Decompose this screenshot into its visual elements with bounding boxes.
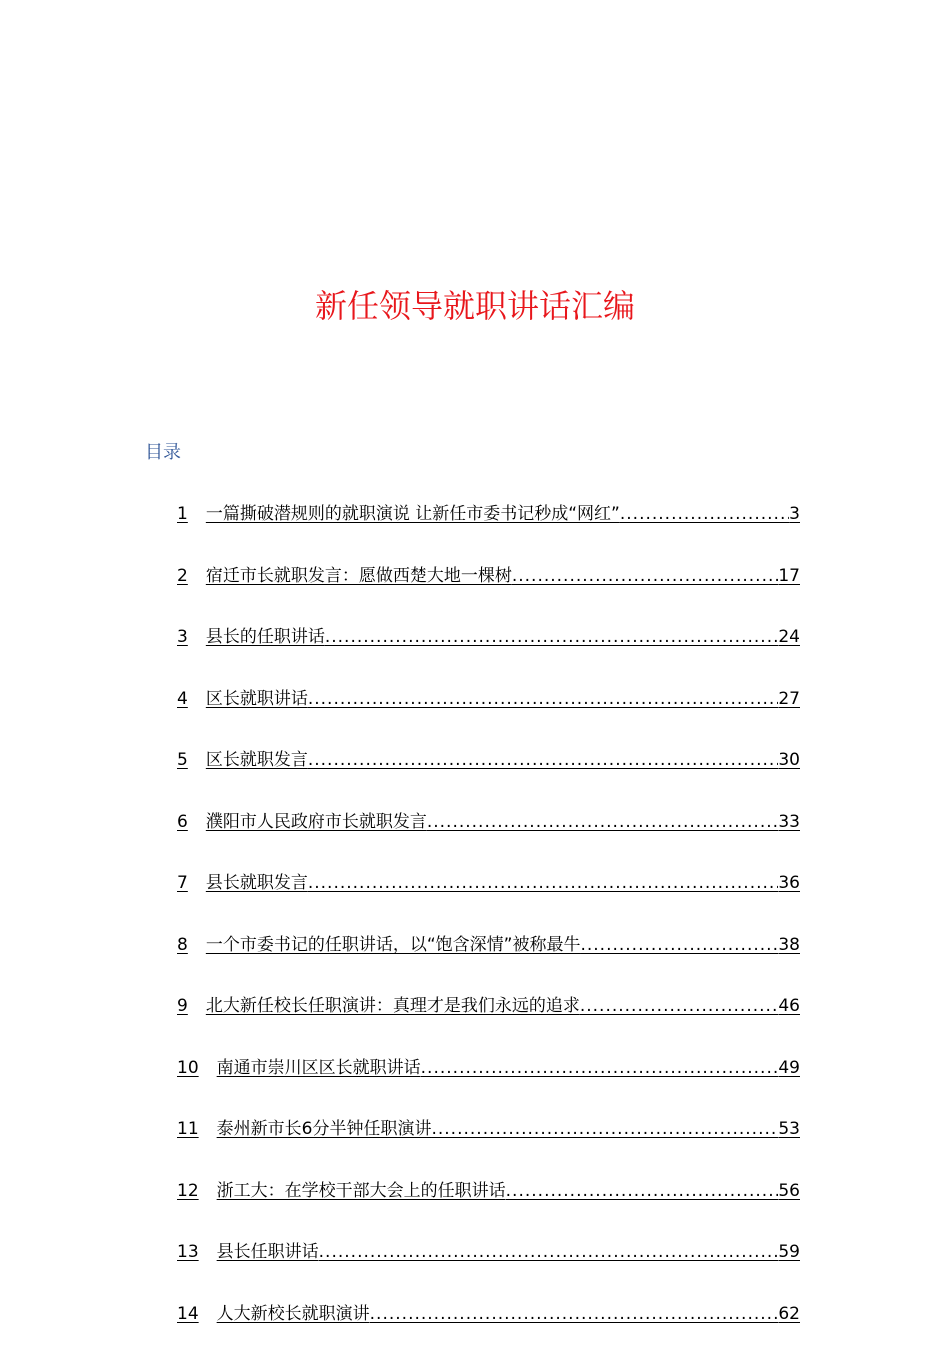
toc-entry-title: 北大新任校长任职演讲：真理才是我们永远的追求 (206, 992, 580, 1020)
document-title: 新任领导就职讲话汇编 (0, 282, 950, 330)
toc-entry-page: 49 (778, 1054, 800, 1082)
toc-entry-page: 53 (778, 1115, 800, 1143)
toc-entry[interactable] (177, 931, 800, 993)
toc-entry-page: 17 (778, 562, 800, 590)
toc-entry-page: 38 (778, 931, 800, 959)
toc-dot-leader (325, 623, 779, 651)
toc-entry-page: 36 (778, 869, 800, 897)
toc-entry-number: 13 (177, 1238, 199, 1266)
toc-entry-number: 11 (177, 1115, 199, 1143)
toc-entry-title: 宿迁市长就职发言：愿做西楚大地一棵树 (206, 562, 512, 590)
toc-entry-number: 10 (177, 1054, 199, 1082)
toc-entry[interactable] (177, 1300, 800, 1361)
toc-dot-leader (308, 869, 779, 897)
toc-entry-page: 46 (778, 992, 800, 1020)
toc-entry-title: 人大新校长就职演讲 (217, 1300, 370, 1328)
toc-dot-leader (308, 685, 779, 713)
toc-dot-leader (421, 1054, 779, 1082)
toc-entry-page: 33 (778, 808, 800, 836)
toc-entry[interactable] (177, 685, 800, 747)
toc-entry-number: 14 (177, 1300, 199, 1328)
toc-entry[interactable] (177, 1115, 800, 1177)
toc-entry-number: 3 (177, 623, 188, 651)
toc-entry-title: 一篇撕破潜规则的就职演说 让新任市委书记秒成“网红” (206, 500, 620, 528)
toc-entry-title: 县长的任职讲话 (206, 623, 325, 651)
toc-dot-leader (580, 931, 778, 959)
toc-entry-title: 浙工大：在学校干部大会上的任职讲话 (217, 1177, 506, 1205)
toc-entry-title: 区长就职发言 (206, 746, 308, 774)
toc-entry[interactable] (177, 500, 800, 562)
toc-entry[interactable] (177, 869, 800, 931)
toc-entry-number: 1 (177, 500, 188, 528)
toc-entry-title: 一个市委书记的任职讲话，以“饱含深情”被称最牛 (206, 931, 581, 959)
toc-entry-number: 9 (177, 992, 188, 1020)
toc-entry-title: 县长任职讲话 (217, 1238, 319, 1266)
toc-entry[interactable] (177, 1177, 800, 1239)
toc-entry-title: 县长就职发言 (206, 869, 308, 897)
toc-entry-title: 南通市崇川区区长就职讲话 (217, 1054, 421, 1082)
toc-dot-leader (319, 1238, 779, 1266)
toc-entry-page: 24 (778, 623, 800, 651)
toc-dot-leader (506, 1177, 779, 1205)
toc-entry-title: 泰州新市长6分半钟任职演讲 (217, 1115, 432, 1143)
toc-dot-leader (620, 500, 789, 528)
toc-entry-number: 4 (177, 685, 188, 713)
toc-dot-leader (427, 808, 779, 836)
toc-entry-number: 2 (177, 562, 188, 590)
toc-entry-title: 区长就职讲话 (206, 685, 308, 713)
toc-dot-leader (431, 1115, 778, 1143)
toc-entry-page: 30 (778, 746, 800, 774)
toc-entry[interactable] (177, 808, 800, 870)
toc-entry-number: 5 (177, 746, 188, 774)
toc-entry[interactable] (177, 992, 800, 1054)
toc-entry[interactable] (177, 562, 800, 624)
toc-entry-page: 62 (778, 1300, 800, 1328)
toc-entry-title: 濮阳市人民政府市长就职发言 (206, 808, 427, 836)
toc-entry-page: 3 (789, 500, 800, 528)
toc-entry-page: 59 (778, 1238, 800, 1266)
toc-entry-number: 6 (177, 808, 188, 836)
toc-entry-number: 7 (177, 869, 188, 897)
toc-dot-leader (370, 1300, 779, 1328)
toc-dot-leader (580, 992, 779, 1020)
toc-dot-leader (308, 746, 779, 774)
toc-entry[interactable] (177, 1238, 800, 1300)
toc-entry-page: 56 (778, 1177, 800, 1205)
toc-entry[interactable] (177, 623, 800, 685)
toc-entry-number: 12 (177, 1177, 199, 1205)
toc-entry-page: 27 (778, 685, 800, 713)
toc-dot-leader (512, 562, 779, 590)
toc-entry[interactable] (177, 1054, 800, 1116)
toc-heading: 目录 (145, 440, 181, 466)
toc-entry[interactable] (177, 746, 800, 808)
table-of-contents (177, 500, 800, 1361)
toc-entry-number: 8 (177, 931, 188, 959)
